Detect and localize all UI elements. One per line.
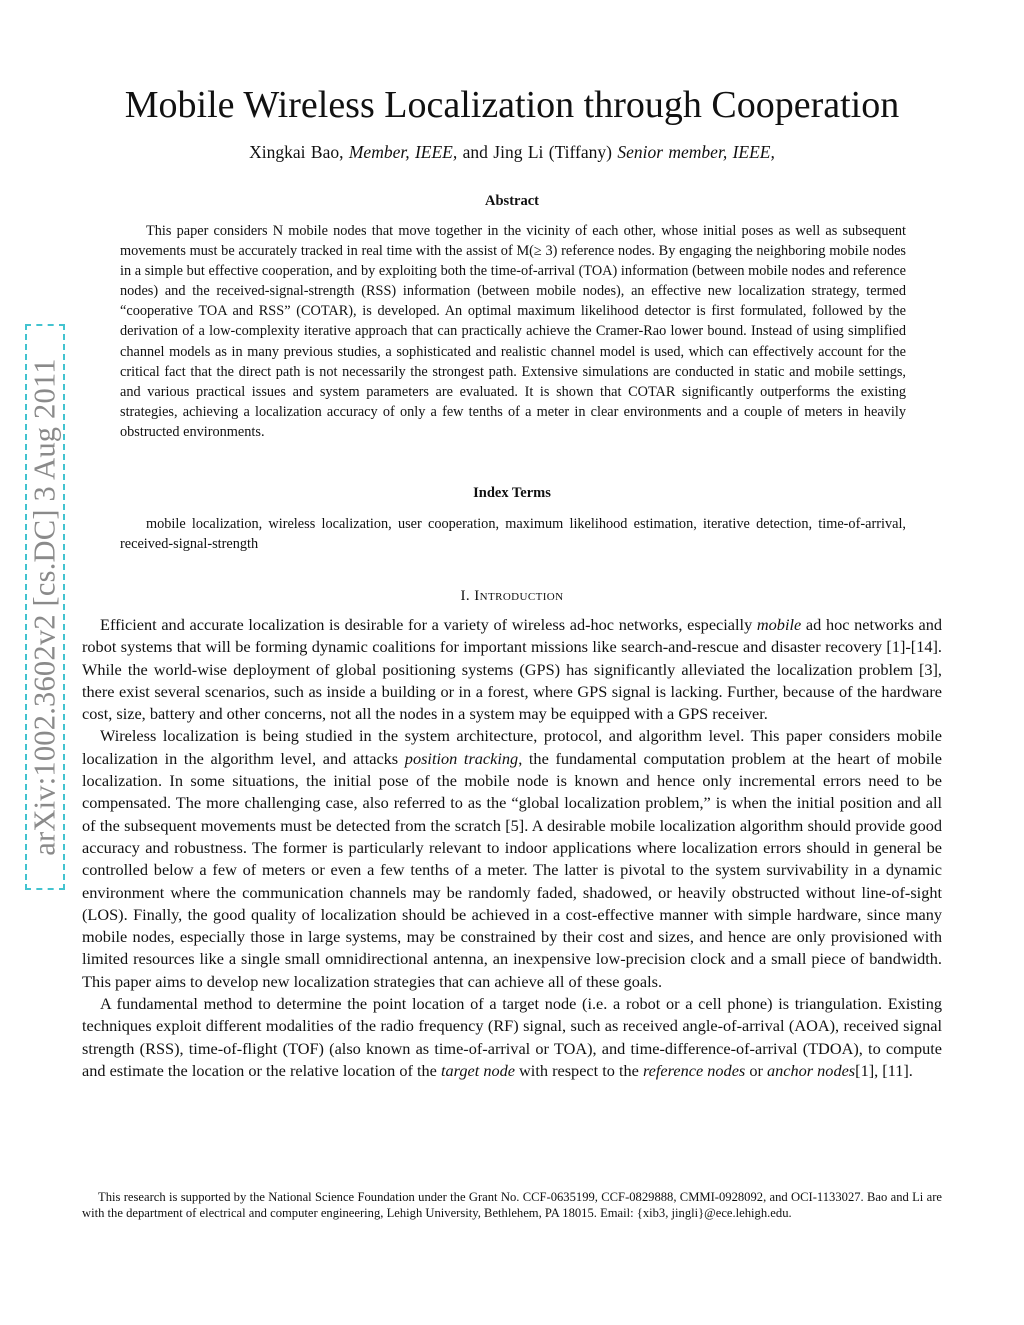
paragraph-2 (82, 725, 942, 993)
paragraph-2-emphasis: position tracking (404, 748, 519, 768)
abstract-heading: Abstract (485, 193, 539, 209)
body-text (82, 614, 942, 1082)
paragraph-1-text-a: Efficient and accurate localization is desirable for a variety of wireless ad-hoc networks, especially (100, 615, 757, 634)
paper-title: Mobile Wireless Localization through Cooperation (124, 84, 900, 126)
index-terms-heading: Index Terms (473, 485, 551, 501)
footnote: This research is supported by the National Science Foundation under the Grant No. CCF-0635199, CCF-0829888, CMMI-0928092, and OCI-1133027. Bao and Li are with the department of electrical and computer engineering, Lehigh University, Bethlehem, PA 18015. Email: {xib3, jingli}@ece.lehigh.edu. (82, 1190, 942, 1221)
paragraph-3-emphasis-2: reference nodes (642, 1060, 746, 1080)
section-heading (0, 588, 1024, 605)
index-terms-text: mobile localization, wireless localization, user cooperation, maximum likelihood estimation, iterative detection, time-of-arrival, received-signal-strength (120, 516, 906, 553)
author-1-role: Member, IEEE, (348, 142, 458, 162)
author-2-role: Senior member, IEEE, (617, 142, 775, 162)
paragraph-3-text-b: with respect to the (514, 1060, 643, 1080)
paragraph-3 (82, 993, 942, 1082)
paragraph-3-text-d: [1], [11]. (855, 1060, 913, 1080)
abstract-text: This paper considers N mobile nodes that move together in the vicinity of each other, whose initial poses as well as subsequent movements must be accurately tracked in real time with the assist of M(≥ 3) reference nodes. By engaging the neighboring mobile nodes in a simple but effective cooperation, and by exploiting both the time-of-arrival (TOA) information (between mobile nodes and reference nodes) and the received-signal-strength (RSS) information (between mobile nodes), an effective new localization strategy, termed “cooperative TOA and RSS” (COTAR), is developed. An optimal maximum likelihood detector is first formulated, followed by the derivation of a low-complexity iterative approach that can practically achieve the Cramer-Rao lower bound. Instead of using simplified channel models as in many previous studies, a sophisticated and realistic channel model is used, which can effectively account for the critical fact that the direct path is not necessarily the strongest path. Extensive simulations are conducted in static and mobile settings, and various practical issues and system parameters are evaluated. It is shown that COTAR significantly outperforms the existing strategies, achieving a localization accuracy of only a few tenths of a meter in clear environments and a couple of meters in heavily obstructed environments. (120, 223, 906, 440)
paragraph-2-text-b: , the fundamental computation problem at the heart of mobile localization. In some situations, the initial pose of the mobile node is known and hence only incremental errors need to be compensated. The more challenging case, also referred to as the “global localization problem,” is when the initial position and all of the subsequent movements must be detected from the scratch [5]. A desirable mobile localization algorithm should provide good accuracy and robustness. The former is particularly relevant to indoor applications where localization errors should in general be controlled below a few of meters or even a few tenths of a meter. The latter is pivotal to the system survivability in a dynamic environment where the communication channels may be randomly faded, shadowed, or heavily obstructed without line-of-sight (LOS). Finally, the good quality of localization should be achieved in a cost-effective manner with simple hardware, since many mobile nodes, especially those in large systems, may be constrained by their cost and sizes, and hence are only provisioned with limited resources like a single small omnidirectional antenna, an inexpensive low-precision clock and a small piece of bandwidth. This paper aims to develop new localization strategies that can achieve all of these goals. (82, 748, 943, 991)
section-number: I. (460, 588, 471, 604)
paragraph-1 (82, 614, 942, 725)
author-1: Xingkai Bao, (249, 142, 344, 162)
paragraph-1-emphasis: mobile (756, 615, 802, 634)
author-line (0, 141, 1024, 163)
paragraph-3-emphasis-1: target node (440, 1060, 515, 1080)
paragraph-3-text-a: A fundamental method to determine the point location of a target node (i.e. a robot or a cell phone) is triangulation. Existing techniques exploit different modalities of the radio frequency (RF) signal, such as received angle-of-arrival (AOA), received signal strength (RSS), time-of-flight (TOF) (also known as time-of-arrival or TOA), and time-difference-of-arrival (TDOA), to compute and estimate the location or the relative location of the (82, 994, 942, 1080)
author-conjunction: and Jing Li (Tiffany) (462, 142, 612, 162)
arxiv-stamp (25, 324, 65, 890)
paragraph-2-text-a: Wireless localization is being studied in the system architecture, protocol, and algorithm level. This paper considers mobile localization in the algorithm level, and attacks (82, 726, 942, 768)
section-title: Introduction (474, 588, 564, 604)
paragraph-3-emphasis-3: anchor nodes (766, 1060, 856, 1080)
paragraph-3-text-c: or (745, 1060, 767, 1080)
arxiv-stamp-text: arXiv:1002.3602v2 [cs.DC] 3 Aug 2011 (27, 358, 62, 856)
paragraph-1-text-b: ad hoc networks and robot systems that will be forming dynamic coalitions for important missions like search-and-rescue and disaster recovery [1]-[14]. While the world-wise deployment of global positioning systems (GPS) has significantly alleviated the localization problem [3], there exist several scenarios, such as inside a building or in a forest, where GPS signal is lacking. Further, because of the hardware cost, size, battery and other concerns, not all the nodes in a system may be equipped with a GPS receiver. (82, 615, 942, 724)
